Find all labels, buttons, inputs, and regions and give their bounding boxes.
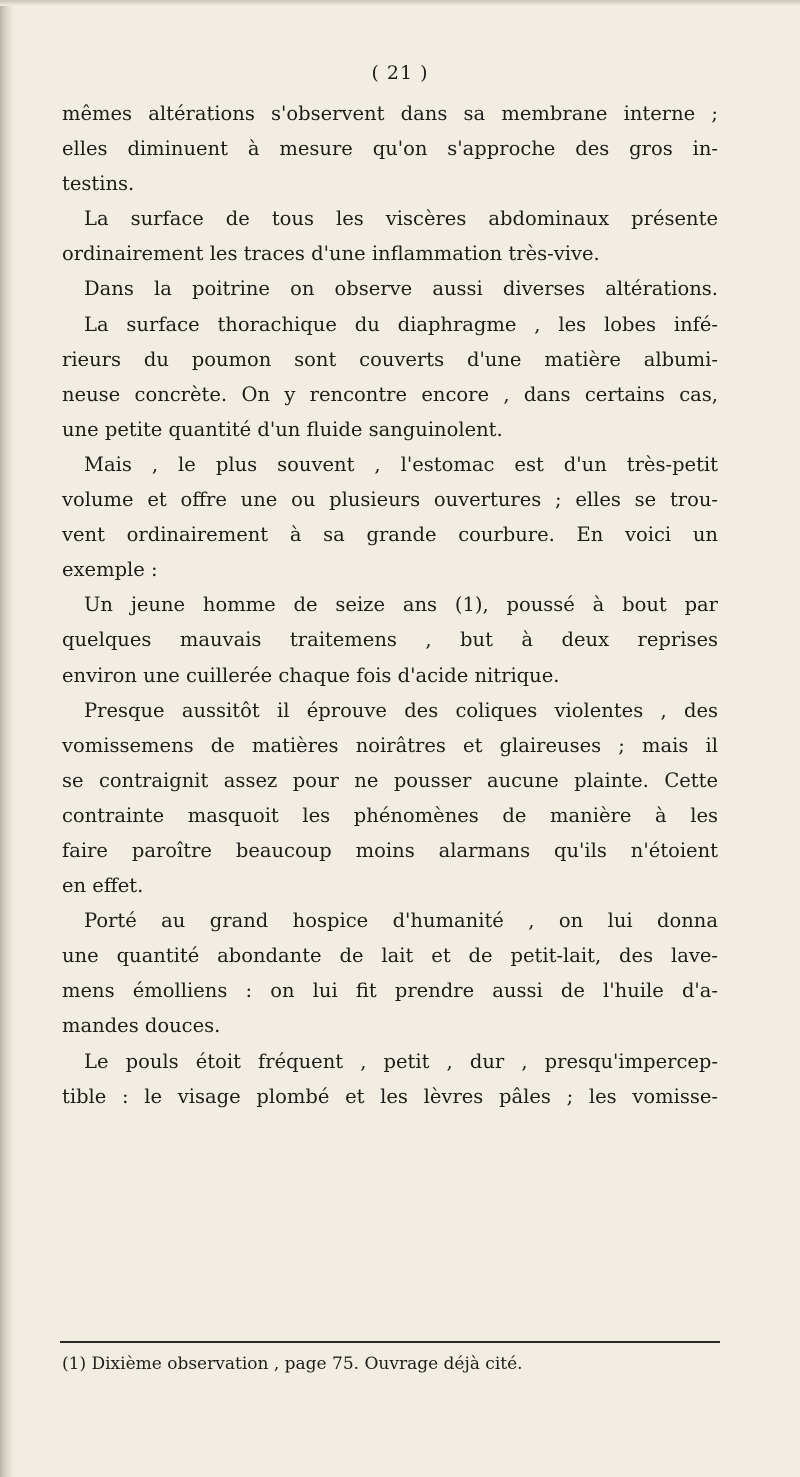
- text-line: Presque aussitôt il éprouve des coliques violentes , des: [84, 698, 718, 722]
- footnote: (1) Dixième observation , page 75. Ouvrage déjà cité.: [62, 1354, 523, 1374]
- text-line: Porté au grand hospice d'humanité , on lui donna: [84, 909, 718, 933]
- footnote-rule: [60, 1341, 720, 1343]
- text-line: Mais , le plus souvent , l'estomac est d'un très-petit: [84, 452, 718, 476]
- text-line: en effet.: [62, 874, 144, 898]
- text-line: mandes douces.: [62, 1014, 221, 1038]
- body-text: [62, 96, 718, 1114]
- text-line: se contraignit assez pour ne pousser aucune plainte. Cette: [62, 768, 718, 792]
- text-line: La surface thorachique du diaphragme , les lobes infé-: [84, 312, 718, 336]
- text-line: contrainte masquoit les phénomènes de manière à les: [62, 803, 718, 827]
- text-line: La surface de tous les viscères abdominaux présente: [84, 207, 718, 231]
- text-line: tible : le visage plombé et les lèvres pâles ; les vomisse-: [62, 1084, 718, 1108]
- page-edge-shadow: [0, 0, 14, 1477]
- text-line: ordinairement les traces d'une inflammation très-vive.: [62, 242, 600, 266]
- text-line: testins.: [62, 172, 135, 196]
- text-line: une petite quantité d'un fluide sanguinolent.: [62, 417, 503, 441]
- text-line: Le pouls étoit fréquent , petit , dur , presqu'impercep-: [84, 1049, 718, 1073]
- top-edge-shadow: [0, 0, 800, 6]
- text-line: faire paroître beaucoup moins alarmans qu'ils n'étoient: [62, 838, 718, 862]
- page-number: ( 21 ): [371, 62, 429, 84]
- text-line: volume et offre une ou plusieurs ouvertures ; elles se trou-: [62, 488, 718, 512]
- text-line: neuse concrète. On y rencontre encore , dans certains cas,: [62, 382, 718, 406]
- text-line: Un jeune homme de seize ans (1), poussé à bout par: [84, 593, 718, 617]
- text-line: rieurs du poumon sont couverts d'une matière albumi-: [62, 347, 718, 371]
- text-line: Dans la poitrine on observe aussi diverses altérations.: [84, 277, 718, 301]
- text-line: elles diminuent à mesure qu'on s'approche des gros in-: [62, 137, 718, 161]
- text-line: quelques mauvais traitemens , but à deux reprises: [62, 628, 718, 652]
- text-line: environ une cuillerée chaque fois d'acide nitrique.: [62, 663, 560, 687]
- text-line: mens émolliens : on lui fit prendre aussi de l'huile d'a-: [62, 979, 718, 1003]
- text-line: vent ordinairement à sa grande courbure. En voici un: [62, 523, 718, 547]
- text-line: vomissemens de matières noirâtres et glaireuses ; mais il: [62, 733, 718, 757]
- text-line: exemple :: [62, 558, 158, 582]
- text-line: une quantité abondante de lait et de petit-lait, des lave-: [62, 944, 718, 968]
- text-line: mêmes altérations s'observent dans sa membrane interne ;: [62, 102, 718, 125]
